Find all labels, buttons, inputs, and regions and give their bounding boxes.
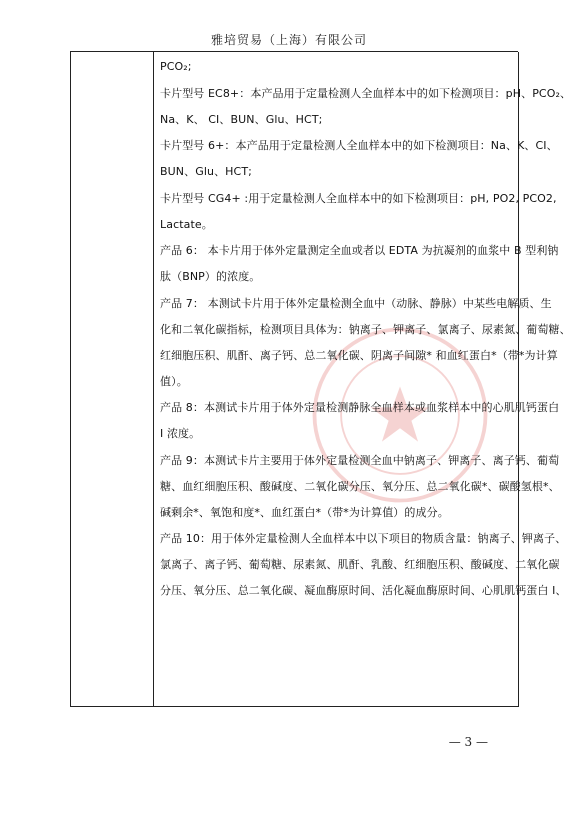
- text-line: 分压、氧分压、总二氧化碳、凝血酶原时间、活化凝血酶原时间、心肌肌钙蛋白 I、: [160, 584, 567, 597]
- text-line: Na、K、 CI、BUN、Glu、HCT;: [160, 112, 323, 126]
- paragraph-gap: [160, 232, 512, 245]
- paragraph-gap: [160, 284, 512, 297]
- text-line: 产品 10：用于体外定量检测人全血样本中以下项目的物质含量：钠离子、钾离子、: [160, 532, 567, 545]
- text-line: 化和二氧化碳指标，检测项目具体为：钠离子、钾离子、氯离子、尿素氮、葡萄糖、: [160, 322, 571, 336]
- paragraph: [160, 244, 559, 284]
- paragraph-gap: [160, 389, 512, 402]
- paragraph: [160, 532, 567, 598]
- page-number: — 3 —: [448, 735, 488, 749]
- paragraph: [160, 60, 512, 74]
- text-line: 产品 9：本测试卡片主要用于体外定量检测全血中钠离子、钾离子、离子钙、葡萄: [160, 453, 560, 467]
- text-line: 产品 8：本测试卡片用于体外定量检测静脉全血样本或血浆样本中的心肌肌钙蛋白: [160, 401, 560, 414]
- paragraph: [160, 453, 560, 520]
- text-line: 卡片型号 6+：本产品用于定量检测人全血样本中的如下检测项目：Na、K、CI、: [160, 139, 558, 152]
- paragraph: [160, 296, 571, 389]
- text-line: 红细胞压积、肌酐、离子钙、总二氧化碳、阴离子间隙* 和血红蛋白*（带*为计算: [160, 348, 558, 362]
- text-line: 氯离子、离子钙、葡萄糖、尿素氮、肌酐、乳酸、红细胞压积、酸碱度、二氧化碳: [160, 558, 560, 571]
- page-header: 雅培贸易（上海）有限公司: [210, 33, 367, 47]
- text-line: I 浓度。: [160, 427, 201, 440]
- paragraph-gap: [160, 441, 512, 454]
- paragraph-gap: [160, 127, 512, 140]
- document-body: [160, 60, 572, 598]
- paragraph: [160, 191, 557, 232]
- paragraph-gap: [160, 179, 512, 192]
- text-line: 碱剩余*、氧饱和度*、血红蛋白*（带*为计算值）的成分。: [160, 505, 449, 519]
- paragraph: [160, 139, 558, 179]
- text-line: 卡片型号 CG4+ :用于定量检测人全血样本中的如下检测项目：pH, PO2, PCO2,: [160, 191, 557, 205]
- text-line: Lactate。: [160, 217, 213, 231]
- paragraph: [160, 86, 572, 127]
- text-line: PCO₂;: [160, 60, 192, 73]
- text-line: 糖、血红细胞压积、酸碱度、二氧化碳分压、氧分压、总二氧化碳*、碳酸氢根*、: [160, 479, 560, 493]
- table-column-divider: [153, 52, 154, 707]
- paragraph-gap: [160, 520, 512, 533]
- text-line: 卡片型号 EC8+：本产品用于定量检测人全血样本中的如下检测项目：pH、PCO₂、: [160, 86, 572, 100]
- text-line: BUN、Glu、HCT;: [160, 165, 252, 178]
- text-line: 产品 7： 本测试卡片用于体外定量检测全血中（动脉、静脉）中某些电解质、生: [160, 296, 552, 310]
- text-line: 产品 6： 本卡片用于体外定量测定全血或者以 EDTA 为抗凝剂的血浆中 B 型利钠: [160, 244, 559, 257]
- text-line: 值）。: [160, 374, 188, 388]
- paragraph: [160, 401, 560, 441]
- text-line: 肽（BNP）的浓度。: [160, 270, 261, 283]
- paragraph-gap: [160, 74, 512, 87]
